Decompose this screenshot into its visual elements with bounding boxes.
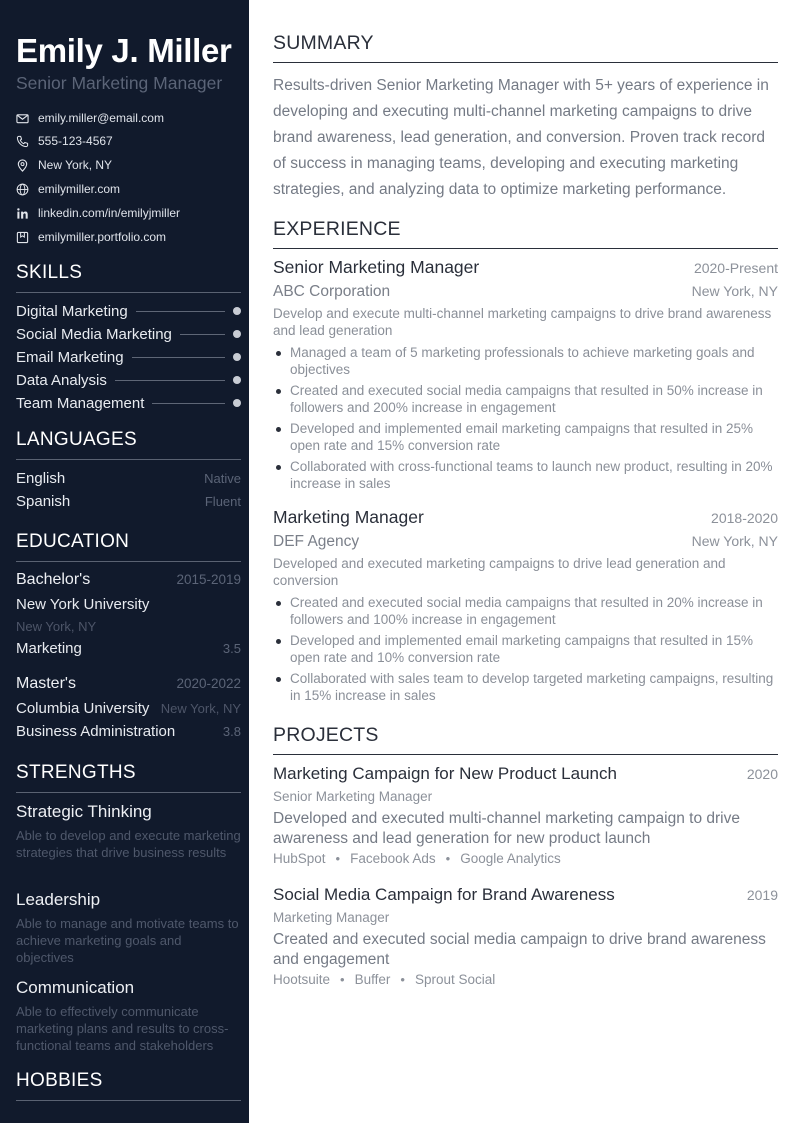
skill-dot (233, 376, 241, 384)
job-company-row (273, 283, 778, 301)
project-title: Social Media Campaign for Brand Awareness (273, 885, 615, 904)
globe-icon (16, 183, 29, 196)
job-header-row (273, 507, 778, 528)
languages-heading: LANGUAGES (16, 429, 241, 460)
candidate-title: Senior Marketing Manager (16, 73, 223, 93)
education-location-row (16, 619, 241, 634)
tool-separator: • (445, 851, 451, 866)
job-header-row (273, 257, 778, 278)
education-gpa: 3.5 (222, 641, 241, 656)
tool-separator: • (340, 972, 345, 987)
project-title: Marketing Campaign for New Product Launch (273, 764, 617, 783)
linkedin-icon (16, 207, 29, 220)
contact-phone[interactable] (16, 133, 241, 149)
skill-name: Digital Marketing (16, 302, 128, 320)
tool-separator: • (400, 972, 405, 987)
language-item (16, 468, 241, 488)
skill-item (16, 347, 241, 367)
strength-title: Communication (16, 978, 135, 997)
project-tool: Facebook Ads (350, 851, 436, 866)
education-field-row (16, 640, 241, 657)
skill-dot (233, 399, 241, 407)
job-location: New York, NY (691, 533, 778, 549)
language-name: Spanish (16, 492, 71, 510)
project-role: Marketing Manager (273, 910, 390, 925)
education-school-row (16, 596, 241, 613)
job-bullet: Managed a team of 5 marketing professionals to achieve marketing goals and objectives (273, 344, 778, 378)
skill-dot (233, 307, 241, 315)
skill-item (16, 370, 241, 390)
phone-icon (16, 135, 29, 148)
job-dates: 2020-Present (693, 260, 778, 276)
job-bullet: Developed and implemented email marketing campaigns that resulted in 15% open rate and 10% conversion rate (273, 632, 778, 666)
job-company: ABC Corporation (273, 283, 391, 300)
contact-linkedin[interactable] (16, 205, 241, 221)
tool-separator: • (335, 851, 341, 866)
contact-website[interactable] (16, 181, 241, 197)
skill-leader-line (152, 403, 225, 404)
skill-dot (233, 353, 241, 361)
job-bullet: Developed and implemented email marketing campaigns that resulted in 25% open rate and 15% conversion rate (273, 420, 778, 454)
strength-description: Able to effectively communicate marketing plans and results to cross-functional teams and stakeholders (16, 1004, 229, 1053)
job-title: Marketing Manager (273, 507, 424, 527)
projects-heading: PROJECTS (273, 724, 778, 755)
project-tools (273, 851, 561, 866)
sidebar (0, 0, 249, 1123)
language-level: Native (204, 470, 241, 486)
contact-email[interactable] (16, 110, 241, 126)
contact-website-text: emilymiller.com (38, 182, 121, 196)
project-year: 2020 (746, 766, 778, 782)
project-description: Developed and executed multi-channel marketing campaign to drive awareness and lead generation for new product launch (273, 810, 740, 847)
language-name: English (16, 469, 66, 487)
skill-item (16, 301, 241, 321)
project-tool: Hootsuite (273, 972, 331, 987)
education-degree: Master's (16, 675, 76, 692)
project-tool: Google Analytics (460, 851, 561, 866)
project-tool: HubSpot (273, 851, 326, 866)
job-description: Developed and executed marketing campaigns to drive lead generation and conversion (273, 556, 726, 588)
project-tools (273, 972, 495, 987)
contact-location-text: New York, NY (38, 158, 113, 172)
project-header-row (273, 764, 778, 784)
summary-heading: SUMMARY (273, 32, 778, 63)
job-bullet: Collaborated with sales team to develop targeted marketing campaigns, resulting in 15% increase in sales (273, 670, 778, 704)
project-tool: Sprout Social (414, 972, 496, 987)
job-bullet: Collaborated with cross-functional teams to launch new product, resulting in 20% increase in sales (273, 458, 778, 492)
skill-leader-line (136, 311, 225, 312)
education-field-row (16, 723, 241, 740)
email-icon (16, 112, 29, 125)
job-company: DEF Agency (273, 533, 360, 550)
project-year: 2019 (746, 887, 778, 903)
contact-phone-text: 555-123-4567 (38, 134, 113, 148)
education-gpa: 3.8 (222, 724, 241, 739)
project-header-row (273, 885, 778, 905)
skill-leader-line (115, 380, 225, 381)
skill-leader-line (180, 334, 225, 335)
project-tool: Buffer (354, 972, 391, 987)
hobbies-heading: HOBBIES (16, 1070, 241, 1101)
job-bullet-list (273, 344, 778, 496)
project-role: Senior Marketing Manager (273, 789, 433, 804)
education-field: Marketing (16, 640, 82, 657)
skill-item (16, 324, 241, 344)
education-school: New York University (16, 596, 150, 613)
skill-dot (233, 330, 241, 338)
job-company-row (273, 533, 778, 551)
candidate-name: Emily J. Miller (16, 32, 232, 69)
skills-heading: SKILLS (16, 262, 241, 293)
education-field: Business Administration (16, 723, 176, 740)
language-level: Fluent (204, 493, 241, 509)
skill-name: Team Management (16, 394, 145, 412)
job-dates: 2018-2020 (711, 510, 778, 526)
skill-name: Social Media Marketing (16, 325, 172, 343)
skill-name: Email Marketing (16, 348, 124, 366)
job-title: Senior Marketing Manager (273, 257, 480, 277)
skill-leader-line (132, 357, 225, 358)
education-dates: 2020-2022 (176, 676, 241, 691)
education-location: New York, NY (16, 619, 97, 634)
strength-description: Able to manage and motivate teams to achieve marketing goals and objectives (16, 916, 239, 965)
education-school-row (16, 700, 241, 717)
education-location: New York, NY (160, 701, 241, 716)
contact-portfolio-text: emilymiller.portfolio.com (38, 230, 167, 244)
job-bullet: Created and executed social media campaigns that resulted in 50% increase in followers and 200% increase in engagement (273, 382, 778, 416)
skill-name: Data Analysis (16, 371, 107, 389)
skill-item (16, 393, 241, 413)
strength-title: Leadership (16, 890, 101, 909)
education-degree: Bachelor's (16, 571, 91, 588)
contact-portfolio[interactable] (16, 229, 241, 245)
contact-location (16, 157, 241, 173)
job-location: New York, NY (691, 283, 778, 299)
strengths-heading: STRENGTHS (16, 762, 241, 793)
education-degree-row (16, 571, 241, 589)
language-item (16, 491, 241, 511)
project-description: Created and executed social media campaign to drive brand awareness and engagement (273, 931, 766, 968)
contact-linkedin-text: linkedin.com/in/emilyjmiller (38, 206, 181, 220)
strength-description: Able to develop and execute marketing strategies that drive business results (16, 828, 241, 860)
job-bullet-list (273, 594, 778, 708)
strength-title: Strategic Thinking (16, 802, 152, 821)
education-dates: 2015-2019 (176, 572, 241, 587)
education-heading: EDUCATION (16, 531, 241, 562)
location-pin-icon (16, 159, 29, 172)
contact-email-text: emily.miller@email.com (38, 111, 164, 125)
education-degree-row (16, 675, 241, 693)
job-description: Develop and execute multi-channel marketing campaigns to drive brand awareness and lead generation (273, 306, 772, 338)
job-bullet: Created and executed social media campaigns that resulted in 20% increase in followers and 100% increase in engagement (273, 594, 778, 628)
experience-heading: EXPERIENCE (273, 218, 778, 249)
education-school: Columbia University (16, 700, 150, 717)
portfolio-icon (16, 231, 29, 244)
summary-text: Results-driven Senior Marketing Manager with 5+ years of experience in developing and executing multi-channel marketing campaigns to drive brand awareness, lead generation, and conversion. Proven track record of success in managing teams, developing and executing marketing strategies, and analyzing data to optimize marketing performance. (273, 77, 769, 198)
